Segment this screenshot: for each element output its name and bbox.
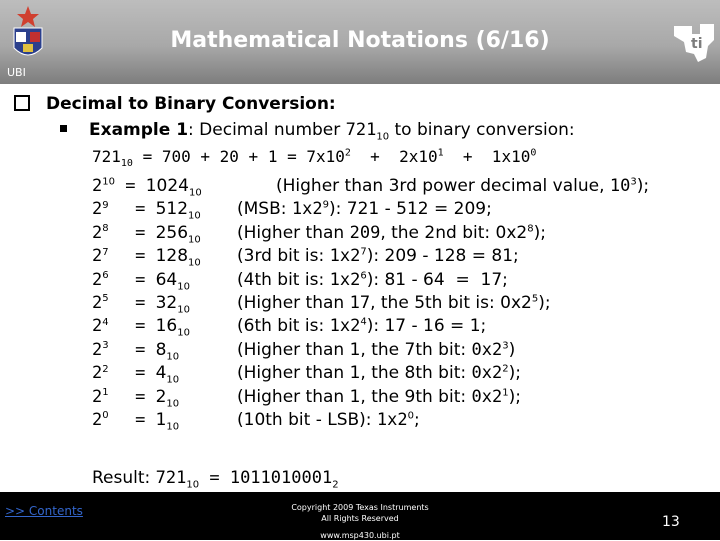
- result-line: Result: $721_{10} = 1011010001_2$: [92, 468, 339, 491]
- power-row: $2^8 = 256_{10}$: [92, 222, 201, 246]
- ubi-label: UBI: [7, 66, 26, 79]
- rights-line: All Rights Reserved: [321, 514, 399, 523]
- copyright-line: Copyright 2009 Texas Instruments: [291, 503, 429, 512]
- section-heading: Decimal to Binary Conversion:: [14, 94, 336, 114]
- example-line: Example 1: Decimal number $721_{10}$ to binary conversion:: [60, 120, 575, 142]
- explanation-row: (Higher than 3rd power decimal value, $10^3$);: [276, 176, 650, 196]
- slide-footer: [0, 492, 720, 540]
- explanation-row: (Higher than 1, the 9th bit: $0x2^1$);: [237, 386, 521, 407]
- power-row: $2^0 = 1_{10}$: [92, 410, 180, 433]
- power-row: $2^5 = 32_{10}$: [92, 293, 190, 316]
- explanation-row: (6th bit is: $1x2^4$): 17 - 16 = 1;: [237, 316, 487, 337]
- explanation-row: (3rd bit is: $1x2^7$): 209 - 128 = 81;: [237, 246, 519, 267]
- power-row: $2^{10} = 1024_{10}$: [92, 176, 202, 199]
- power-row: $2^7 = 128_{10}$: [92, 246, 201, 269]
- contents-link[interactable]: >> Contents: [5, 504, 83, 518]
- explanation-row: (MSB: $1x2^9$): 721 - 512 = 209;: [237, 199, 492, 220]
- explanation-row: (4th bit is: $1x2^6$): 81 - 64 = 17;: [237, 269, 508, 290]
- power-row: $2^9 = 512_{10}$: [92, 199, 201, 222]
- explanation-row: (10th bit - LSB): $1x2^0$;: [237, 410, 420, 430]
- power-row: $2^6 = 64_{10}$: [92, 269, 190, 292]
- power-row: $2^1 = 2_{10}$: [92, 386, 180, 409]
- explanation-row: (Higher than 209, the 2nd bit: $0x2^8$);: [237, 222, 546, 243]
- explanation-row: (Higher than 1, the 7th bit: $0x2^3$): [237, 339, 516, 360]
- power-row: $2^4 = 16_{10}$: [92, 316, 190, 339]
- slide-header: [0, 0, 720, 84]
- explanation-row: (Higher than 1, the 8th bit: $0x2^2$);: [237, 363, 521, 384]
- power-row: $2^3 = 8_{10}$: [92, 339, 180, 363]
- page-title: Mathematical Notations (6/16): [170, 28, 550, 53]
- checkbox-bullet-icon: [14, 95, 30, 111]
- page-number: 13: [662, 514, 680, 530]
- explanation-row: (Higher than 17, the 5th bit is: $0x2^5$);: [237, 293, 551, 313]
- texas-instruments-logo-icon: [670, 20, 718, 64]
- svg-text:ti: ti: [691, 36, 703, 52]
- expansion-equation: $721_{10} = 700 + 20 + 1 = 7x10^2 + 2x10^1 + 1x10^0$: [92, 147, 537, 170]
- square-bullet-icon: [60, 125, 67, 132]
- copyright-block: [270, 502, 450, 541]
- power-row: $2^2 = 4_{10}$: [92, 363, 180, 386]
- website-url: www.msp430.ubi.pt: [320, 531, 400, 540]
